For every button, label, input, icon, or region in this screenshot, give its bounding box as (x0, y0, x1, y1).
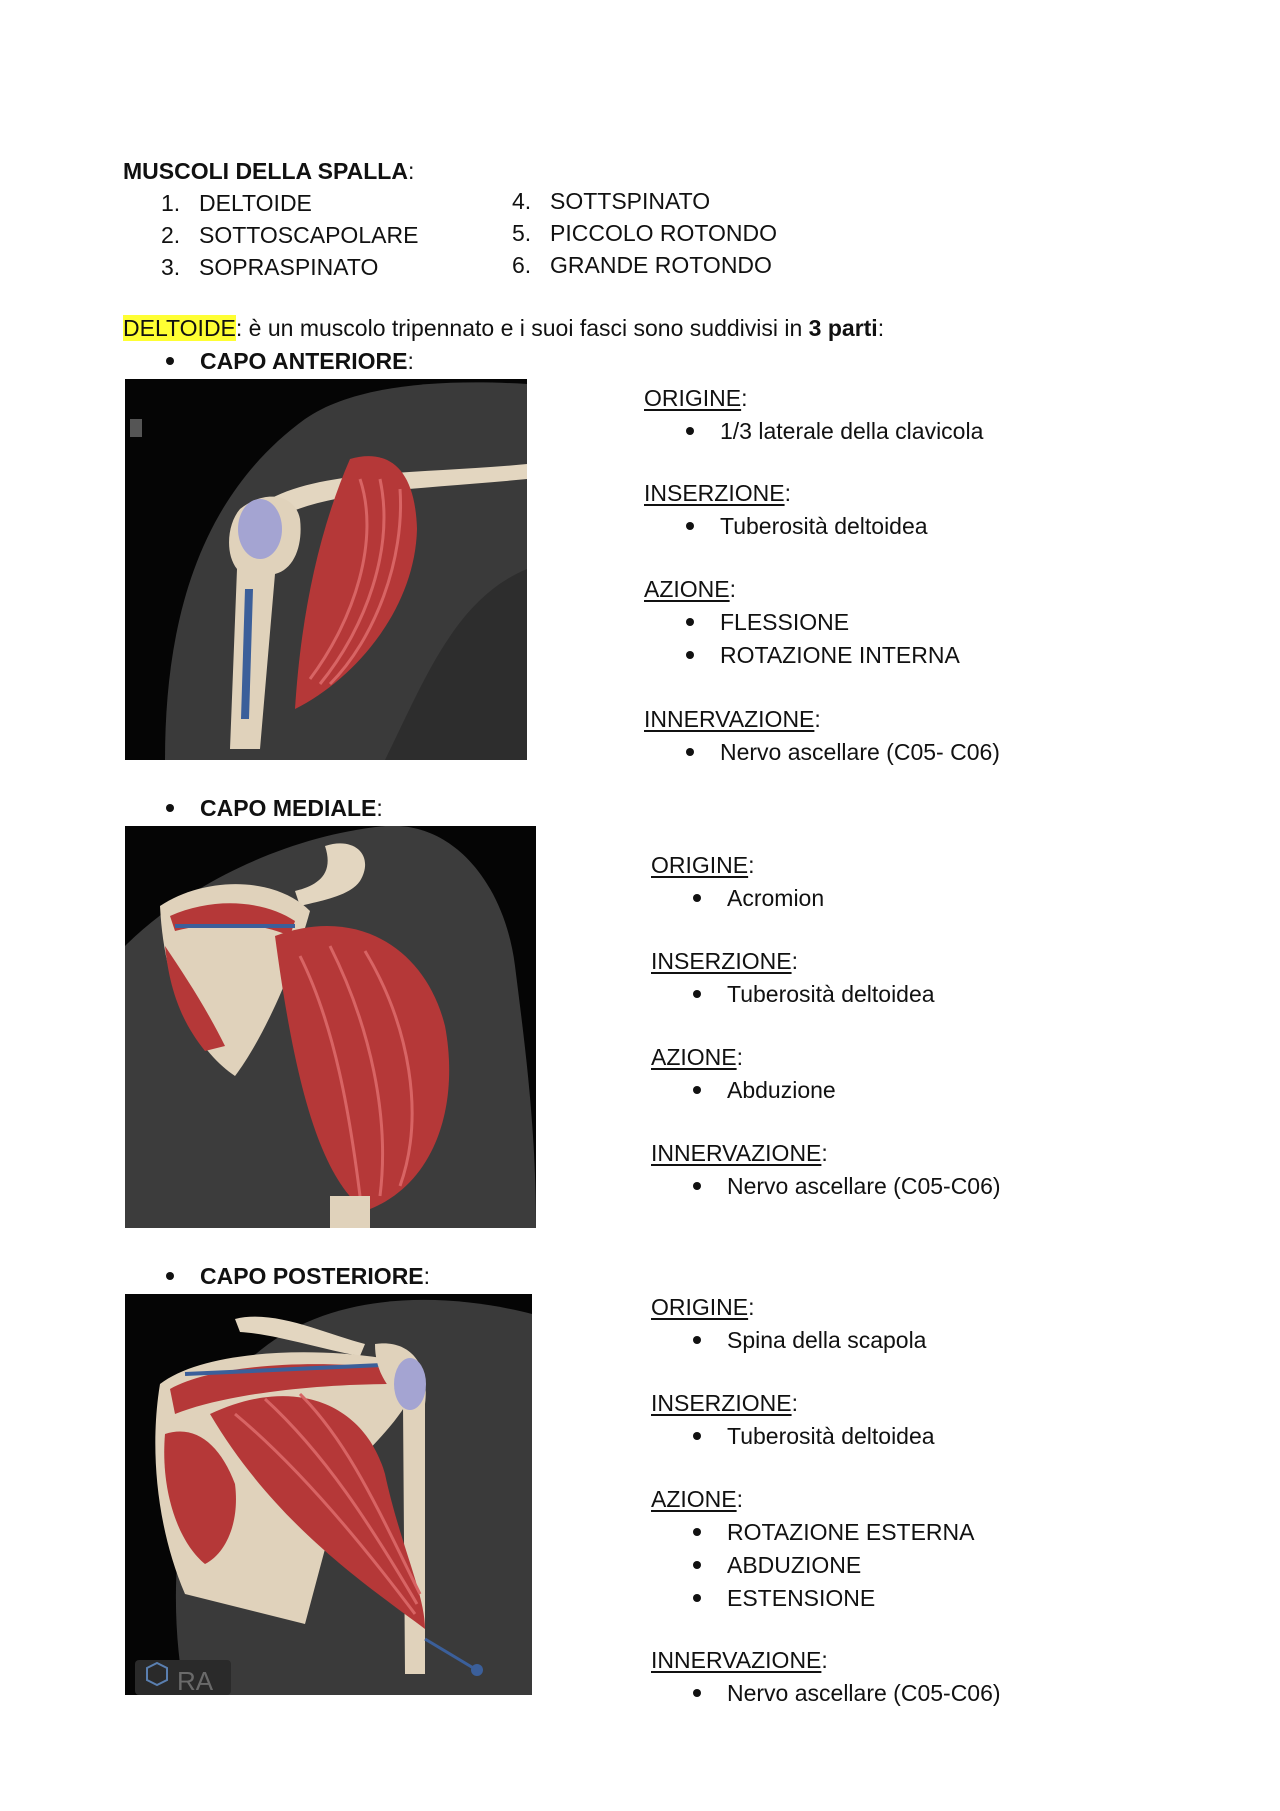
innervation-block: INNERVAZIONE: Nervo ascellare (C05- C06) (644, 706, 1000, 765)
bullet-icon (693, 894, 701, 902)
innervation-block: INNERVAZIONE: Nervo ascellare (C05-C06) (651, 1140, 1001, 1199)
bullet-icon (693, 1594, 701, 1602)
origin-block: ORIGINE: 1/3 laterale della clavicola (644, 385, 984, 444)
bullet-icon (686, 651, 694, 659)
list-item: 2. SOTTOSCAPOLARE (161, 222, 419, 248)
insertion-block: INSERZIONE: Tuberosità deltoidea (651, 1390, 935, 1449)
bullet-icon (693, 1528, 701, 1536)
innervation-block: INNERVAZIONE: Nervo ascellare (C05-C06) (651, 1647, 1001, 1706)
origin-block: ORIGINE: Acromion (651, 852, 825, 911)
list-item: Acromion (693, 884, 824, 912)
list-item: Tuberosità deltoidea (693, 1422, 935, 1450)
list-item: 5. PICCOLO ROTONDO (512, 220, 778, 246)
muscle-list-left (161, 189, 418, 285)
watermark-text: RA (177, 1666, 214, 1695)
list-item: Nervo ascellare (C05- C06) (686, 738, 1000, 766)
highlighted-term: DELTOIDE (123, 315, 236, 341)
list-item: ROTAZIONE ESTERNA (693, 1518, 975, 1546)
bullet-icon (166, 1272, 174, 1280)
bullet-icon (686, 618, 694, 626)
list-item: Abduzione (693, 1076, 836, 1104)
bullet-icon (686, 427, 694, 435)
list-item: 3. SOPRASPINATO (161, 254, 379, 280)
bullet-icon (693, 1086, 701, 1094)
bullet-icon (686, 748, 694, 756)
list-item: Tuberosità deltoidea (686, 512, 928, 540)
page-title: MUSCOLI DELLA SPALLA: (123, 158, 415, 184)
list-item: 4. SOTTSPINATO (512, 188, 711, 214)
insertion-block: INSERZIONE: Tuberosità deltoidea (651, 948, 935, 1007)
section-heading-anteriore: CAPO ANTERIORE: (166, 347, 414, 375)
bullet-icon (693, 1182, 701, 1190)
middle-deltoid-image (125, 826, 536, 1228)
bullet-icon (686, 522, 694, 530)
bullet-icon (693, 1689, 701, 1697)
muscle-list-right (512, 187, 777, 283)
title-text: MUSCOLI DELLA SPALLA (123, 158, 408, 184)
action-block: AZIONE: Abduzione (651, 1044, 836, 1103)
list-item: 1/3 laterale della clavicola (686, 417, 983, 445)
list-item: ROTAZIONE INTERNA (686, 641, 960, 669)
action-block: AZIONE: ROTAZIONE ESTERNA ABDUZIONE ESTENSIONE (651, 1486, 975, 1611)
section-heading-posteriore: CAPO POSTERIORE: (166, 1262, 430, 1290)
list-item: ESTENSIONE (693, 1584, 975, 1612)
anterior-deltoid-image (125, 379, 527, 760)
bullet-icon (166, 357, 174, 365)
bullet-icon (693, 1561, 701, 1569)
action-block: AZIONE: FLESSIONE ROTAZIONE INTERNA (644, 576, 960, 668)
list-item: Nervo ascellare (C05-C06) (693, 1172, 1001, 1200)
origin-block: ORIGINE: Spina della scapola (651, 1294, 927, 1353)
intro-paragraph: DELTOIDE: è un muscolo tripennato e i suoi fasci sono suddivisi in 3 parti: (123, 315, 885, 341)
bullet-icon (166, 804, 174, 812)
list-item: Tuberosità deltoidea (693, 980, 935, 1008)
list-item: FLESSIONE (686, 608, 960, 636)
bullet-icon (693, 1336, 701, 1344)
list-item: ABDUZIONE (693, 1551, 975, 1579)
posterior-deltoid-image (125, 1294, 532, 1695)
list-item: 6. GRANDE ROTONDO (512, 252, 772, 278)
list-item: Nervo ascellare (C05-C06) (693, 1679, 1001, 1707)
insertion-block: INSERZIONE: Tuberosità deltoidea (644, 480, 928, 539)
list-item: Spina della scapola (693, 1326, 926, 1354)
bullet-icon (693, 990, 701, 998)
bullet-icon (693, 1432, 701, 1440)
list-item: 1. DELTOIDE (161, 190, 312, 216)
section-heading-mediale: CAPO MEDIALE: (166, 794, 383, 822)
